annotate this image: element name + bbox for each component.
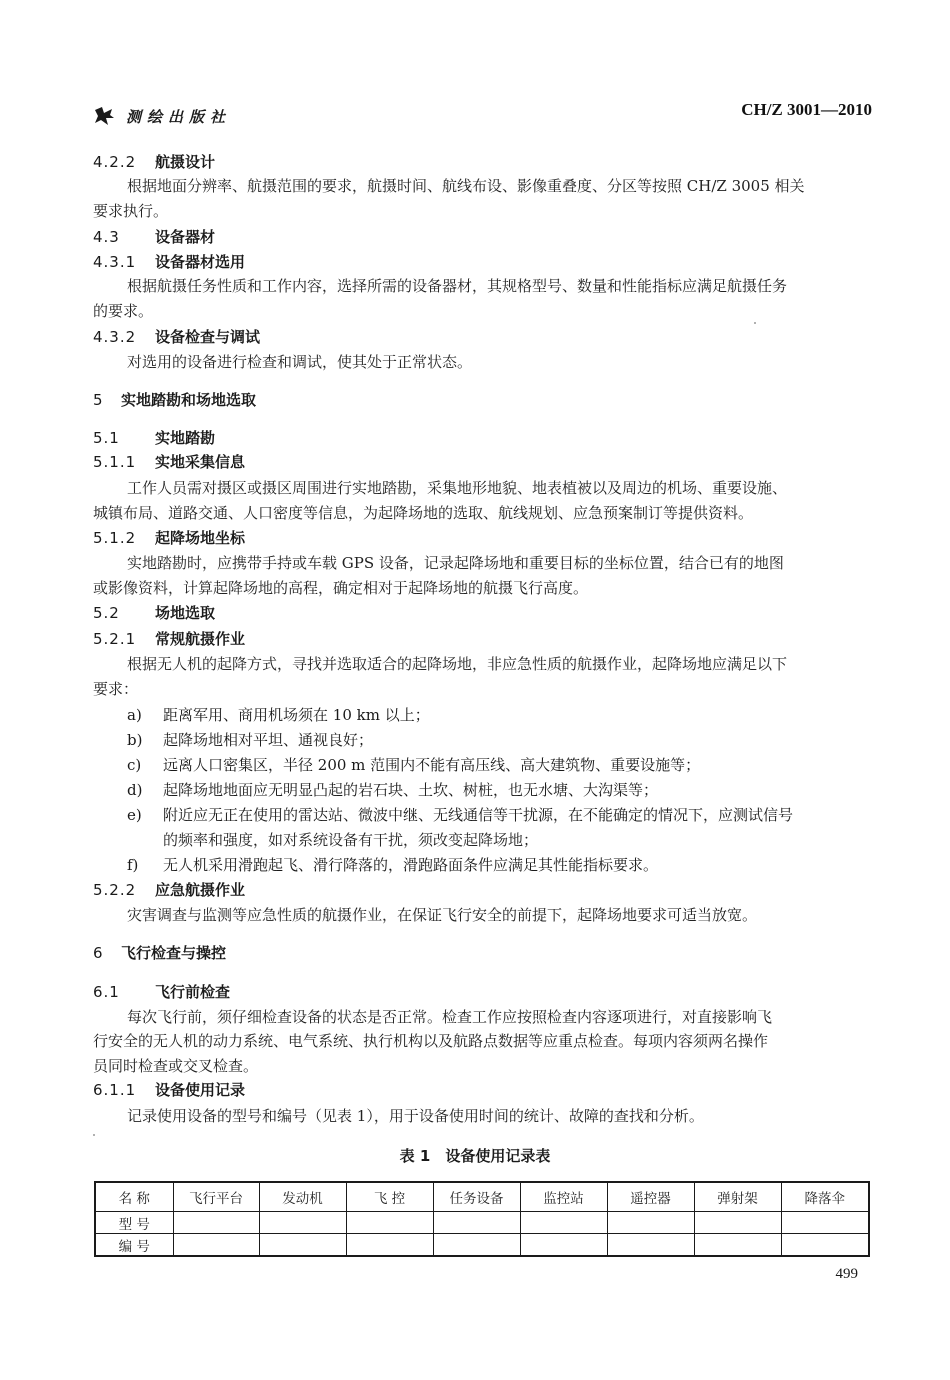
table-cell [173, 1234, 259, 1257]
section-number: 4.2.2 [93, 153, 137, 171]
paragraph-line: 每次飞行前，须仔细检查设备的状态是否正常。检查工作应按照检查内容逐项进行，对直接影响飞 [127, 1008, 773, 1026]
section-number: 6 [93, 944, 104, 962]
table-row-label: 型 号 [95, 1212, 173, 1234]
section-title: 起降场地坐标 [155, 529, 246, 547]
section-number: 5.1.2 [93, 529, 137, 547]
list-item-label: c) [127, 756, 142, 774]
section-heading [93, 880, 245, 900]
section-heading [93, 452, 245, 472]
list-item-text: 远离人口密集区，半径 200 m 范围内不能有高压线、高大建筑物、重要设施等； [163, 756, 701, 774]
table-header-cell: 监控站 [520, 1182, 607, 1212]
section-title: 实地踏勘 [155, 429, 216, 447]
table-cell [433, 1212, 520, 1234]
list-item-label: e) [127, 806, 142, 824]
table-cell [781, 1234, 869, 1257]
section-heading [93, 227, 215, 247]
section-heading [93, 327, 260, 347]
table-header-cell: 名 称 [95, 1182, 173, 1212]
section-title: 设备使用记录 [155, 1081, 246, 1099]
table-cell [607, 1234, 694, 1257]
section-title: 设备器材选用 [155, 253, 246, 271]
paragraph-line: 根据地面分辨率、航摄范围的要求，航摄时间、航线布设、影像重叠度、分区等按照 CH/Z 3005 相关 [127, 177, 805, 195]
list-item-text: 附近应无正在使用的雷达站、微波中继、无线通信等干扰源，在不能确定的情况下，应测试信号 [163, 806, 794, 824]
list-item-text: 无人机采用滑跑起飞、滑行降落的，滑跑路面条件应满足其性能指标要求。 [163, 856, 659, 874]
table-header-cell: 遥控器 [607, 1182, 694, 1212]
paragraph-line: 要求执行。 [93, 202, 169, 220]
paragraph-line: 城镇布局、道路交通、人口密度等信息，为起降场地的选取、航线规划、应急预案制订等提供资料。 [93, 504, 754, 522]
scan-speck [93, 1134, 95, 1136]
table-header-cell: 弹射架 [694, 1182, 781, 1212]
section-number: 5 [93, 391, 104, 409]
table-row [95, 1234, 869, 1257]
section-title: 飞行检查与操控 [121, 944, 227, 962]
paragraph-line: 行安全的无人机的动力系统、电气系统、执行机构以及航路点数据等应重点检查。每项内容须两名操作 [93, 1032, 769, 1050]
table-row [95, 1212, 869, 1234]
list-item-label: b) [127, 731, 143, 749]
section-title: 飞行前检查 [155, 983, 231, 1001]
section-heading [93, 982, 230, 1002]
table-row-label: 编 号 [95, 1234, 173, 1257]
section-heading [93, 603, 215, 623]
table-header-cell: 任务设备 [433, 1182, 520, 1212]
paragraph-line: 对选用的设备进行检查和调试，使其处于正常状态。 [127, 353, 473, 371]
page-number: 499 [835, 1266, 858, 1282]
paragraph-line: 要求： [93, 680, 139, 698]
section-title: 实地采集信息 [155, 453, 246, 471]
section-heading [93, 428, 215, 448]
table-cell [607, 1212, 694, 1234]
table-cell [173, 1212, 259, 1234]
list-item-continuation: 的频率和强度，如对系统设备有干扰，须改变起降场地； [163, 831, 539, 849]
section-title: 常规航摄作业 [155, 630, 246, 648]
table-cell [520, 1212, 607, 1234]
paragraph-line: 员同时检查或交叉检查。 [93, 1057, 259, 1075]
table-cell [259, 1234, 346, 1257]
section-number: 5.1.1 [93, 453, 137, 471]
table-cell [433, 1234, 520, 1257]
table-cell [694, 1234, 781, 1257]
list-item-label: f) [127, 856, 139, 874]
scan-speck [754, 322, 756, 324]
section-number: 5.1 [93, 429, 120, 447]
publisher-header [92, 104, 231, 128]
table-cell [520, 1234, 607, 1257]
section-heading [93, 528, 245, 548]
section-title: 实地踏勘和场地选取 [121, 391, 257, 409]
section-number: 5.2 [93, 604, 120, 622]
list-item-label: d) [127, 781, 143, 799]
section-number: 4.3.2 [93, 328, 137, 346]
paragraph-line: 根据无人机的起降方式，寻找并选取适合的起降场地，非应急性质的航摄作业，起降场地应满足以下 [127, 655, 788, 673]
section-number: 4.3 [93, 228, 120, 246]
table-cell [259, 1212, 346, 1234]
paragraph-line: 记录使用设备的型号和编号（见表 1），用于设备使用时间的统计、故障的查找和分析。 [127, 1107, 704, 1125]
section-title: 场地选取 [155, 604, 216, 622]
section-title: 设备检查与调试 [155, 328, 261, 346]
table-title: 表 1 设备使用记录表 [399, 1147, 551, 1165]
paragraph-line: 工作人员需对摄区或摄区周围进行实地踏勘，采集地形地貌、地表植被以及周边的机场、重要设施、 [127, 479, 788, 497]
table-header-cell: 发动机 [259, 1182, 346, 1212]
table-header-cell: 降落伞 [781, 1182, 869, 1212]
table-cell [694, 1212, 781, 1234]
section-number: 5.2.1 [93, 630, 137, 648]
table-header-cell: 飞行平台 [173, 1182, 259, 1212]
section-heading [93, 390, 256, 410]
list-item-label: a) [127, 706, 142, 724]
section-title: 应急航摄作业 [155, 881, 246, 899]
publisher-logo-icon [92, 104, 116, 128]
table-cell [346, 1212, 433, 1234]
table-cell [781, 1212, 869, 1234]
standard-code: CH/Z 3001—2010 [741, 100, 872, 119]
paragraph-line: 实地踏勘时，应携带手持或车载 GPS 设备，记录起降场地和重要目标的坐标位置，结合已有的地图 [127, 554, 784, 572]
table-header-row [95, 1182, 869, 1212]
section-number: 4.3.1 [93, 253, 137, 271]
list-item-text: 起降场地地面应无明显凸起的岩石块、土坎、树桩，也无水塘、大沟渠等； [163, 781, 659, 799]
section-heading [93, 629, 245, 649]
paragraph-line: 的要求。 [93, 302, 154, 320]
section-title: 设备器材 [155, 228, 216, 246]
section-heading [93, 252, 245, 272]
list-item-text: 起降场地相对平坦、通视良好； [163, 731, 374, 749]
section-title: 航摄设计 [155, 153, 216, 171]
table-cell [346, 1234, 433, 1257]
equipment-record-table [94, 1181, 870, 1257]
section-number: 6.1.1 [93, 1081, 137, 1099]
section-heading [93, 943, 226, 963]
section-heading [93, 152, 215, 172]
list-item-text: 距离军用、商用机场须在 10 km 以上； [163, 706, 430, 724]
paragraph-line: 灾害调查与监测等应急性质的航摄作业，在保证飞行安全的前提下，起降场地要求可适当放宽。 [127, 906, 758, 924]
section-heading [93, 1080, 245, 1100]
table-header-cell: 飞 控 [346, 1182, 433, 1212]
paragraph-line: 根据航摄任务性质和工作内容，选择所需的设备器材，其规格型号、数量和性能指标应满足航摄任务 [127, 277, 788, 295]
paragraph-line: 或影像资料，计算起降场地的高程，确定相对于起降场地的航摄飞行高度。 [93, 579, 589, 597]
section-number: 5.2.2 [93, 881, 137, 899]
publisher-name: 测绘出版社 [126, 107, 232, 126]
section-number: 6.1 [93, 983, 120, 1001]
